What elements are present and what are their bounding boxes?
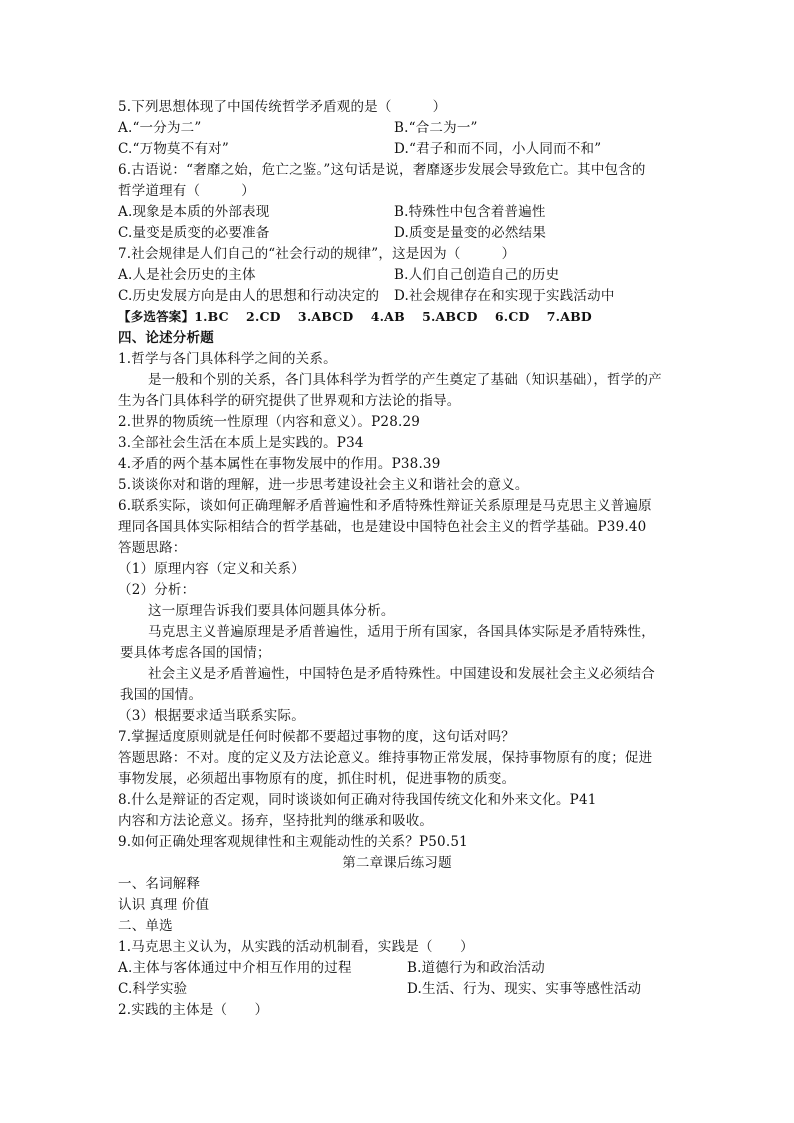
- s4-q1-answer-line1: 是一般和个别的关系，各门具体科学为哲学的产生奠定了基础（知识基础），哲学的产: [148, 372, 662, 388]
- s4-q6-point2b-line2: 要具体考虑各国的国情；: [120, 645, 271, 661]
- s4-q1: 1.哲学与各门具体科学之间的关系。: [118, 351, 337, 367]
- s4-q6-line1: 6.联系实际，谈如何正确理解矛盾普遍性和矛盾特殊性辩证关系原理是马克思主义普遍原: [118, 498, 652, 514]
- q6-stem-line1: 6.古语说：“奢靡之始，危亡之鉴。”这句话是说，奢靡逐步发展会导致危亡。其中包含的: [118, 162, 646, 178]
- s4-q4: 4.矛盾的两个基本属性在事物发展中的作用。P38.39: [118, 456, 441, 472]
- s4-q9: 9.如何正确处理客观规律性和主观能动性的关系？P50.51: [118, 834, 468, 850]
- multi-choice-answers: 【多选答案】1.BC 2.CD 3.ABCD 4.AB 5.ABCD 6.CD 7.ABD: [118, 309, 592, 324]
- q5-option-d: D.“君子和而不同，小人同而不和”: [394, 141, 602, 157]
- ch2-q1-option-c: C.科学实验: [118, 981, 188, 997]
- q6-option-a: A.现象是本质的外部表现: [118, 204, 270, 220]
- ch2-q2-stem: 2.实践的主体是（ ）: [118, 1002, 269, 1018]
- chapter2-title: 第二章课后练习题: [342, 855, 452, 871]
- s4-q6-point2: （2）分析：: [118, 582, 196, 598]
- s4-q6-line2: 理同各国具体实际相结合的哲学基础，也是建设中国特色社会主义的哲学基础。P39.40: [118, 519, 647, 535]
- ch2-section1-terms: 认识 真理 价值: [118, 897, 210, 913]
- q6-stem-line2: 哲学道理有（ ）: [118, 183, 255, 199]
- ch2-q1-option-d: D.生活、行为、现实、实事等感性活动: [407, 981, 642, 997]
- q7-option-b: B.人们自己创造自己的历史: [394, 267, 560, 283]
- s4-q7: 7.掌握适度原则就是任何时候都不要超过事物的度，这句话对吗？: [118, 729, 515, 745]
- s4-q5: 5.谈谈你对和谐的理解，进一步思考建设社会主义和谐社会的意义。: [118, 477, 529, 493]
- s4-q6-idea-label: 答题思路：: [118, 540, 187, 556]
- q6-option-d: D.质变是量变的必然结果: [394, 225, 547, 241]
- s4-q2: 2.世界的物质统一性原理（内容和意义）。P28.29: [118, 414, 421, 430]
- q6-option-b: B.特殊性中包含着普遍性: [394, 204, 546, 220]
- q5-option-c: C.“万物莫不有对”: [118, 141, 229, 157]
- q7-option-a: A.人是社会历史的主体: [118, 267, 256, 283]
- q6-option-c: C.量变是质变的必要准备: [118, 225, 270, 241]
- s4-q7-answer-line2: 事物发展，必须超出事物原有的度，抓住时机，促进事物的质变。: [118, 771, 516, 787]
- s4-q6-point2c-line2: 我国的国情。: [120, 687, 203, 703]
- s4-q6-point2b-line1: 马克思主义普遍原理是矛盾普遍性，适用于所有国家，各国具体实际是矛盾特殊性，: [148, 624, 655, 640]
- s4-q6-point2c-line1: 社会主义是矛盾普遍性，中国特色是矛盾特殊性。中国建设和发展社会主义必须结合: [148, 666, 655, 682]
- s4-q6-point1: （1）原理内容（定义和关系）: [118, 561, 305, 577]
- ch2-q1-option-a: A.主体与客体通过中介相互作用的过程: [118, 960, 352, 976]
- s4-q1-answer-line2: 生为各门具体科学的研究提供了世界观和方法论的指导。: [118, 393, 461, 409]
- s4-q8-line1: 8.什么是辩证的否定观，同时谈谈如何正确对待我国传统文化和外来文化。P41: [118, 792, 597, 808]
- s4-q3: 3.全部社会生活在本质上是实践的。P34: [118, 435, 364, 451]
- s4-q7-answer-line1: 答题思路：不对。度的定义及方法论意义。维持事物正常发展，保持事物原有的度；促进: [118, 750, 653, 766]
- ch2-section2-title: 二、单选: [118, 918, 173, 934]
- q5-option-a: A.“一分为二”: [118, 120, 202, 136]
- s4-q6-point2a: 这一原理告诉我们要具体问题具体分析。: [148, 603, 395, 619]
- q7-stem: 7.社会规律是人们自己的“社会行动的规律”，这是因为（ ）: [118, 246, 516, 262]
- q7-option-c: C.历史发展方向是由人的思想和行动决定的: [118, 288, 380, 304]
- ch2-q1-option-b: B.道德行为和政治活动: [407, 960, 545, 976]
- ch2-q1-stem: 1.马克思主义认为，从实践的活动机制看，实践是（ ）: [118, 939, 474, 955]
- s4-q6-point3: （3）根据要求适当联系实际。: [118, 708, 305, 724]
- ch2-section1-title: 一、名词解释: [118, 876, 201, 892]
- section4-title: 四、论述分析题: [118, 330, 214, 346]
- q5-stem: 5.下列思想体现了中国传统哲学矛盾观的是（ ）: [118, 99, 447, 115]
- q5-option-b: B.“合二为一”: [394, 120, 478, 136]
- s4-q8-line2: 内容和方法论意义。扬弃，坚持批判的继承和吸收。: [118, 813, 434, 829]
- q7-option-d: D.社会规律存在和实现于实践活动中: [394, 288, 615, 304]
